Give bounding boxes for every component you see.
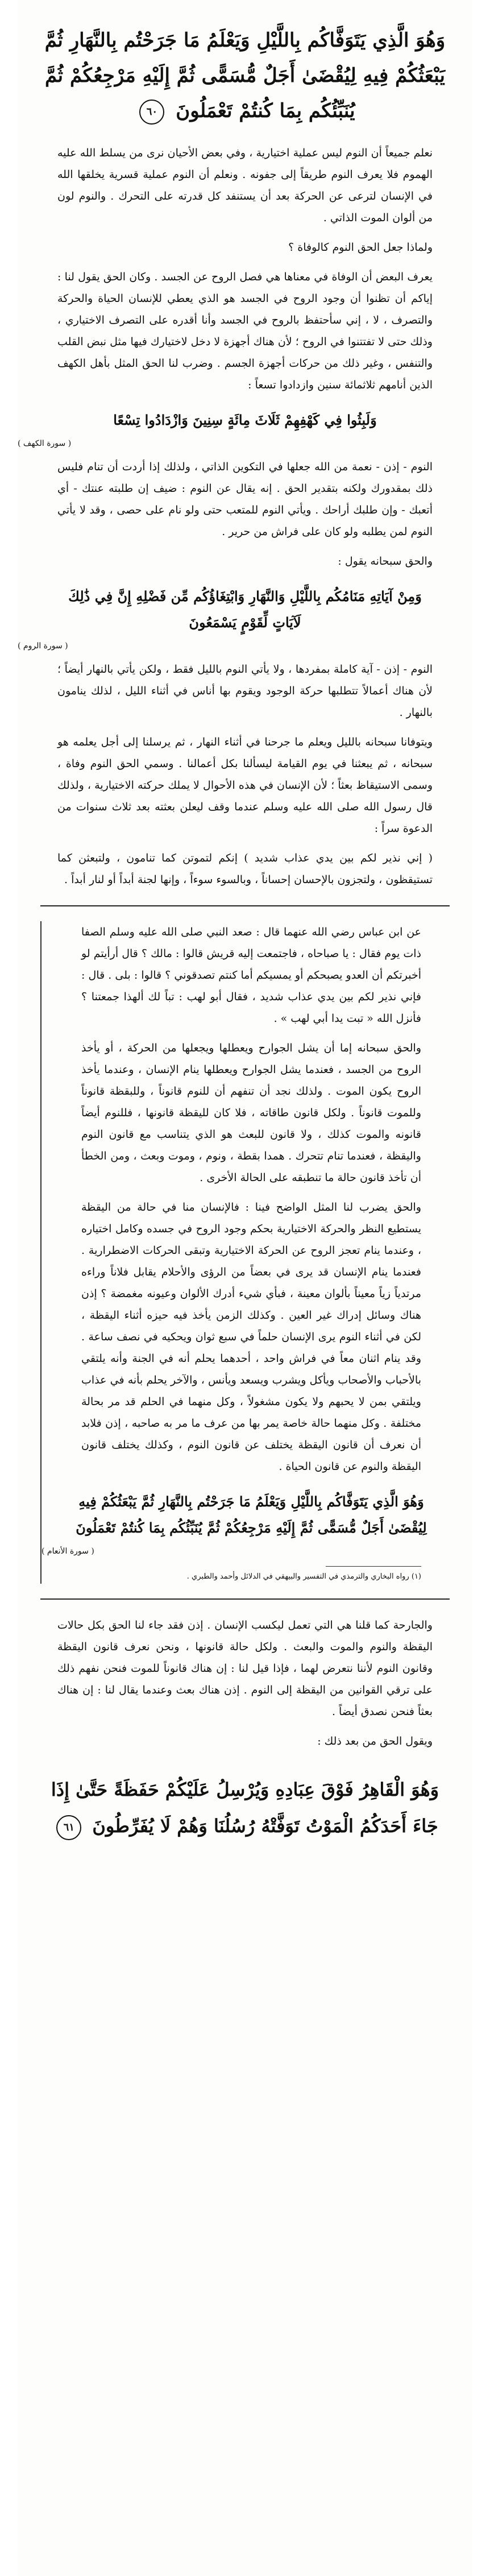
paragraph: ويتوفانا سبحانه بالليل ويعلم ما جرحنا في أثناء النهار ، ثم يرسلنا إلى أجل يعلمه هو سبحانه ، ثم يبعثنا في يوم القيامة ليسألنا بكل أعمالنا . وسمي الحق النوم وفاة ، وسمى الاستيقاظ بعثاً ؛ لأن الإنسان في هذه الأحوال لا يملك حركته الاختيارية ، ولذلك قال رسول الله صلى الله عليه وسلم عندما وقف ليعلن بعثته بعد ثلاث سنوات من الدعوة سراً : xyxy=(57,736,433,835)
paragraph: يعرف البعض أن الوفاة في معناها هي فصل الروح عن الجسد . وكان الحق يقول لنا : إياكم أن تظنوا أن وجود الروح في الجسد هو الذي يعطي للإنسان الحياة والحركة والتصرف ، لا ، إني سأحتفظ بالروح في الجسد وأنا أقدره على التصرف الاختياري ، وذلك حتى لا تفتتنوا في الروح ؛ لأن هناك أجهزة لا دخل لاختيارك فيها مثل نبض القلب والتنفس ، وغير ذلك من حركات أجهزة الجسم . وضرب لنا الحق المثل بأهل الكهف الذين أنامهم ثلاثمائة سنين وازدادوا تسعاً : xyxy=(57,271,433,391)
paragraph: والحق سبحانه يقول : xyxy=(338,555,433,568)
footnote: (١) رواه البخاري والترمذي في التفسير والبيهقي في الدلائل وأحمد والطبري . xyxy=(186,1572,421,1581)
paragraph: والحق سبحانه إما أن يشل الجوارح ويعطلها ويجعلها من الحركة ، أو يأخذ الروح من الجسد ، فعندما يشل الجوارح ويعطلها ينام الإنسان ، وعندما يأخذ الروح يكون الموت . ولذلك نجد أن تنفهم أن للنوم قانوناً ، وللبقظة قانوناً وللموت قانوناً . ولكل قانون طاقاته ، فلا كان لليقظة قانونها ، فللنوم أيضاً قانونه والموت كذلك ، ولا قانون للبعث هو الذي يتناسب مع قانون النوم واليقظة ، فعندما تنام تتحرك . همدا بقطة ، ونوم ، وموت وبعث ، ومن الخطأ أن تأخذ قانون حالة ما تنطبقه على الحالة الأخرى . xyxy=(81,1042,421,1184)
paragraph: النوم - إذن - آية كاملة بمفردها ، ولا يأتي النوم بالليل فقط ، ولكن يأتي بالنهار أيضاً ؛ لأن هناك أعمالاً تتطلبها حركة الوجود ويقوم بها أناس في أثناء الليل ، لذلك ينامون بالنهار . xyxy=(57,663,433,719)
footnote-separator xyxy=(326,1566,421,1567)
paragraph: نعلم جميعاً أن النوم ليس عملية اختيارية ، وفي بعض الأحيان نرى من يسلط الله عليه الهموم فلا يعرف النوم طريقاً إلى جفونه . ونعلم أن النوم عملية قسرية يخلقها الله في الإنسان لترعى عن الحركة بعد أن يستنفد كل قدرته على التحرك . والنوم لون من ألوان الموت الذاتي . xyxy=(57,147,433,224)
paragraph: والحق يضرب لنا المثل الواضح فينا : فالإنسان منا في حالة من اليقظة يستطيع النظر والحركة الاختيارية بحكم وجود الروح في جسده وكامل اختياره ، وعندما ينام تعجز الروح عن الحركة الاختيارية وتبقى الحركات الاضطرارية . فعندما ينام الإنسان قد يرى في بعضاً من الرؤى والأحلام يقابل فلاناً وراءه مرتدياً زياً معيناً بألوان معينة ، فبأي شيء أدرك الألوان وعيونه مغمضة ؟ إذن هناك وسائل إدراك غير العين . وكذلك الزمن يأخذ فيه حيزه أثناء اليقظة ، لكن في أثناء النوم يرى الإنسان حلماً في سبع ثوان ويحكيه في نصف ساعة . وقد ينام اثنان معاً في فراش واحد ، أحدهما يحلم أنه في الجنة وأنه يلتقي بالأحباب والأصحاب ويأكل ويشرب ويسعد ويأنس ، والآخر يحلم بأنه في عذاب ويلتقي بمن لا يحبهم ولا يكون مشغولاً ، وكل منهما في الحلم قد مر بحالة مختلفة . وكل منهما حالة خاصة يمر بها من عرف ما مر به صاحبه ، إذن فلابد أن نعرف أن قانون اليقظة يختلف عن قانون النوم ، وكذلك يختلف قانون اليقظة والنوم عن قانون الحياة . xyxy=(81,1201,421,1473)
verse-number-marker: ٦١ xyxy=(56,1815,81,1840)
paragraph: ولماذا جعل الحق النوم كالوفاة ؟ xyxy=(288,241,433,254)
quranic-quote: وَمِنْ آيَاتِهِ مَنَامُكُم بِاللَّيْلِ وَالنَّهَارِ وَابْتِغَاؤُكُم مِّن فَضْلِهِ إِنَّ فِي ذَٰلِكَ لَآيَاتٍ لِّقَوْمٍ يَسْمَعُونَ xyxy=(68,588,422,631)
header-verse xyxy=(18,0,472,134)
verse-number-marker: ٦٠ xyxy=(139,100,164,125)
source-citation: ( سورة الكهف ) xyxy=(18,439,72,448)
header-verse-text: وَهُوَ الَّذِي يَتَوَفَّاكُم بِاللَّيْلِ وَيَعْلَمُ مَا جَرَحْتُم بِالنَّهَارِ ثُمَّ يَبْعَثُكُمْ فِيهِ لِيُقْضَىٰ أَجَلٌ مُّسَمًّى ثُمَّ إِلَيْهِ مَرْجِعُكُمْ ثُمَّ يُنَبِّئُكُم بِمَا كُنتُمْ تَعْمَلُونَ xyxy=(44,29,446,122)
source-citation: ( سورة الروم ) xyxy=(18,641,68,651)
paragraph: عن ابن عباس رضي الله عنهما قال : صعد النبي صلى الله عليه وسلم الصفا ذات يوم فقال : يا صباحاه ، فاجتمعت إليه قريش قالوا : مالك ؟ قال أرأيتم لو أخبرتكم أن العدو يصبحكم أو يمسيكم أما كنتم تصدقوني ؟ قالوا : بلى . قال : فإني نذير لكم بين يدي عذاب شديد ، فقال أبو لهب : تباً لك ألهذا جمعتنا ؟ فأنزل الله « تبت يدا أبي لهب » . xyxy=(81,926,421,1025)
source-citation: ( سورة الأنعام ) xyxy=(41,1547,94,1556)
paragraph: النوم - إذن - نعمة من الله جعلها في التكوين الذاتي ، ولذلك إذا أردت أن تنام فليس ذلك بمقدورك ولكنه بتقدير الحق . إنه يقال عن النوم : ضيف إن طلبته عنتك - أي أتعبك - وإن طلبك أراحك . ويأتي النوم للمتعب حتى ولو نام على حصى ، وقد لا يأتي النوم لمن يطلبه ولو كان على فراش من حرير . xyxy=(57,461,433,538)
paragraph: ( إني نذير لكم بين يدي عذاب شديد ) إنكم لتموتن كما تنامون ، ولتبعثن كما تستيقظون ، ولتجزون بالإحسان إحساناً ، وبالسوء سوءاً ، وإنها لجنة أبداً أو لنار أبداً . xyxy=(57,852,433,886)
scanned-page xyxy=(18,0,472,2576)
quranic-quote: وَلَبِثُوا فِي كَهْفِهِمْ ثَلَاثَ مِائَةٍ سِنِينَ وَازْدَادُوا تِسْعًا xyxy=(113,412,377,428)
quranic-quote: وَهُوَ الَّذِي يَتَوَفَّاكُم بِاللَّيْلِ وَيَعْلَمُ مَا جَرَحْتُم بِالنَّهَارِ ثُمَّ يَبْعَثُكُمْ فِيهِ لِيُقْضَىٰ أَجَلٌ مُّسَمًّى ثُمَّ إِلَيْهِ مَرْجِعُكُمْ ثُمَّ يُنَبِّئُكُم بِمَا كُنتُمْ تَعْمَلُونَ xyxy=(76,1493,427,1536)
paragraph: والجارحة كما قلنا هي التي تعمل ليكسب الإنسان . إذن فقد جاء لنا الحق بكل حالات اليقظة والنوم والموت والبعث . ولكل حالة قانونها ، ونحن نعرف قانون اليقظة وقانون النوم لأننا نتعرض لهما ، فإذا قيل لنا : إن هناك قانوناً للموت فنحن نفهم ذلك على ترقي القوانين من اليقظة إلى النوم . إذن هناك بعث وعندما يقال لنا : إن هناك بعثاً فنحن نصدق أيضاً . xyxy=(57,1619,433,1718)
page-divider xyxy=(40,1598,450,1600)
second-page-section xyxy=(40,921,461,1584)
ending-verse-text: وَهُوَ الْقَاهِرُ فَوْقَ عِبَادِهِ وَيُرْسِلُ عَلَيْكُمْ حَفَظَةً حَتَّىٰ إِذَا جَاءَ أَحَدَكُمُ الْمَوْتُ تَوَفَّتْهُ رُسُلُنَا وَهُمْ لَا يُفَرِّطُونَ xyxy=(51,1779,439,1837)
ending-verse xyxy=(18,1760,472,1867)
page-divider xyxy=(40,905,450,906)
paragraph: ويقول الحق من بعد ذلك : xyxy=(317,1735,433,1747)
